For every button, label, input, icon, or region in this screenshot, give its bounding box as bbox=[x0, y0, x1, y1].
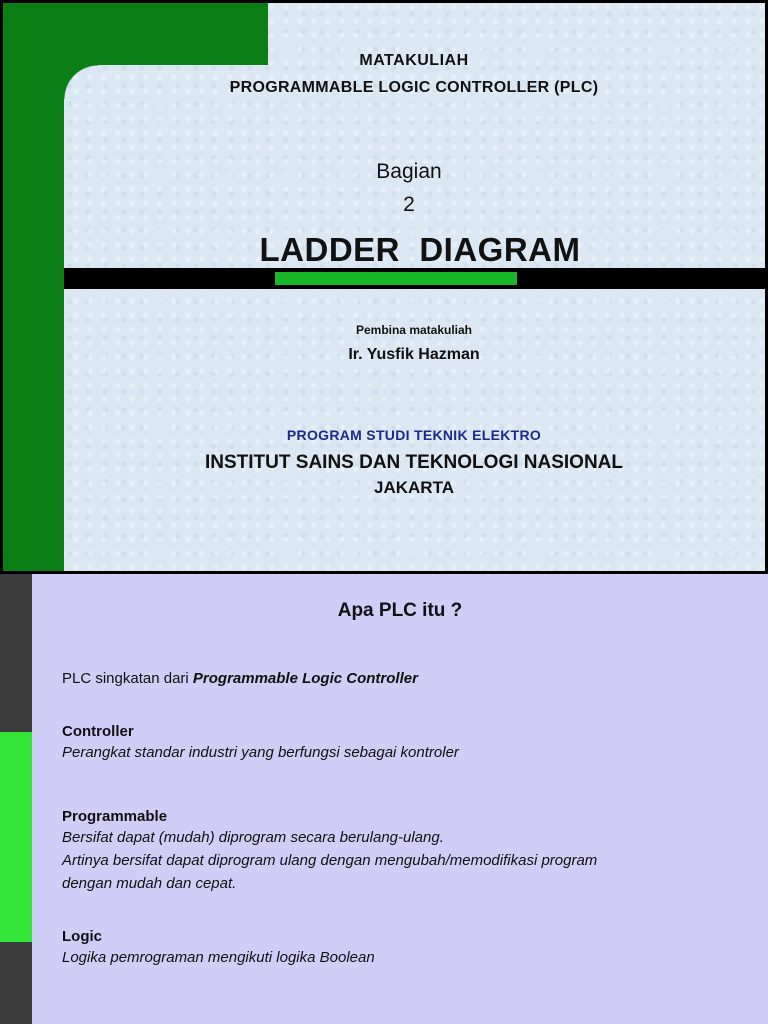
logic-description: Logika pemrograman mengikuti logika Boolean bbox=[62, 949, 375, 966]
programmable-description-line-3: dengan mudah dan cepat. bbox=[62, 875, 237, 892]
side-green-strip bbox=[0, 732, 32, 942]
intro-prefix: PLC singkatan dari bbox=[62, 670, 193, 687]
divider-bar bbox=[64, 268, 765, 289]
part-label: Bagian bbox=[376, 160, 442, 183]
course-label: MATAKULIAH bbox=[359, 52, 469, 69]
controller-heading: Controller bbox=[62, 723, 134, 740]
part-number: 2 bbox=[403, 193, 415, 216]
intro-line bbox=[62, 670, 418, 687]
institution-name: INSTITUT SAINS DAN TEKNOLOGI NASIONAL bbox=[205, 452, 623, 473]
topic-title: LADDER DIAGRAM bbox=[259, 231, 581, 268]
programmable-heading: Programmable bbox=[62, 808, 168, 825]
intro-term: Programmable Logic Controller bbox=[192, 670, 418, 687]
definition-slide bbox=[0, 574, 768, 1024]
slide-title: Apa PLC itu ? bbox=[337, 600, 463, 621]
study-program: PROGRAM STUDI TEKNIK ELEKTRO bbox=[286, 427, 542, 443]
institution-city: JAKARTA bbox=[374, 478, 454, 497]
lecturer-label: Pembina matakuliah bbox=[355, 323, 473, 337]
controller-description: Perangkat standar industri yang berfungsi sebagai kontroler bbox=[62, 744, 459, 761]
programmable-description-line-1: Bersifat dapat (mudah) diprogram secara berulang-ulang. bbox=[62, 829, 444, 846]
logic-heading: Logic bbox=[62, 928, 102, 945]
title-slide-content bbox=[3, 3, 765, 571]
lecturer-name: Ir. Yusfik Hazman bbox=[348, 346, 480, 363]
divider-bar-highlight bbox=[275, 272, 517, 285]
course-name: PROGRAMMABLE LOGIC CONTROLLER (PLC) bbox=[229, 79, 599, 96]
programmable-description-line-2: Artinya bersifat dapat diprogram ulang dengan mengubah/memodifikasi program bbox=[62, 852, 598, 869]
